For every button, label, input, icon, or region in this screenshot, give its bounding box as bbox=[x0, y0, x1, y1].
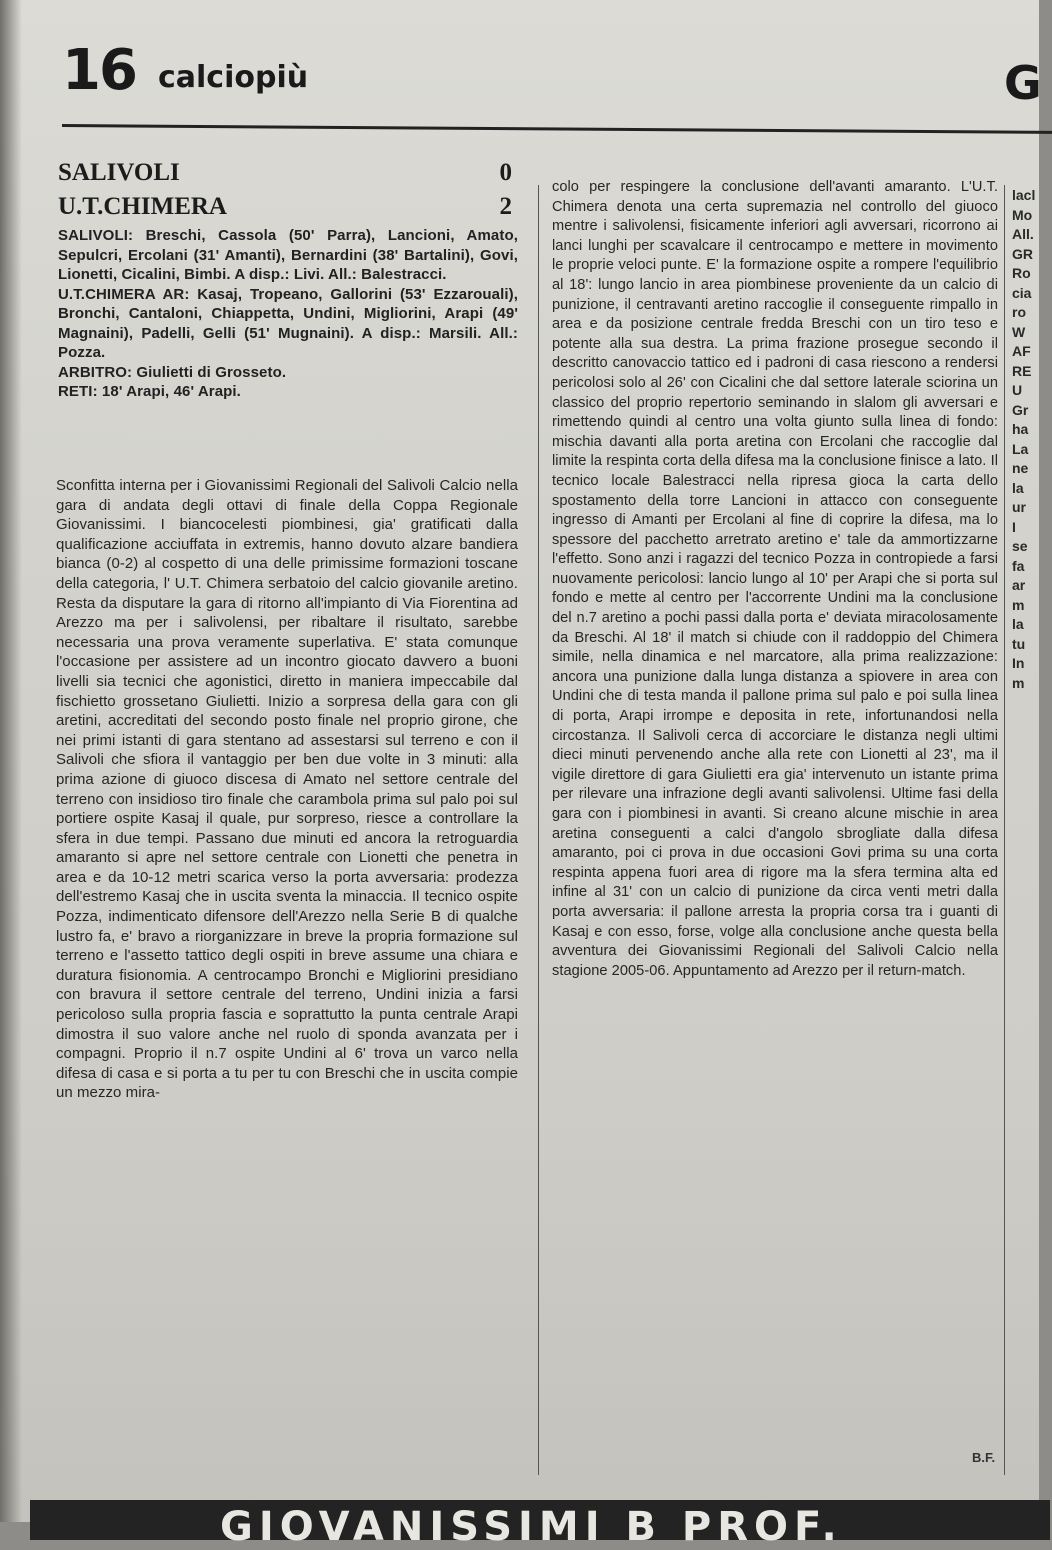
neighbor-fragment-line: tu bbox=[1012, 635, 1026, 652]
neighbor-fragment-line: ar bbox=[1012, 577, 1026, 593]
neighbor-fragment-line: In bbox=[1012, 655, 1025, 671]
neighbor-fragment-line: ro bbox=[1012, 304, 1026, 320]
away-lineup: U.T.CHIMERA AR: Kasaj, Tropeano, Gallorini (53' Ezzarouali), Bronchi, Cantaloni, Chiappetta, Undini, Migliorini, Arapi (49' Magnaini), Padelli, Gelli (51' Mugnaini). A disp.: Marsili. All.: Pozza. bbox=[58, 285, 518, 361]
neighbor-fragment-line: U bbox=[1012, 382, 1023, 398]
lineups bbox=[58, 226, 518, 402]
column-divider bbox=[538, 185, 539, 1475]
neighbor-fragment-line: m bbox=[1012, 674, 1025, 691]
section-name: calciopiù bbox=[158, 60, 309, 95]
neighbor-fragment-line: la bbox=[1012, 616, 1024, 632]
next-page-header-fragment: G bbox=[1004, 56, 1042, 110]
neighbor-fragment-line: Ro bbox=[1012, 265, 1031, 281]
neighbor-fragment-line: RE bbox=[1012, 362, 1032, 379]
article-text-left: Sconfitta interna per i Giovanissimi Regionali del Salivoli Calcio nella gara di andata degli ottavi di finale della Coppa Regionale Giovanissimi. I biancocelesti piombinesi, gia' gratificati dalla qualificazione acciuffata in extremis, hanno dovuto alzare bandiera bianca (0-2) al cospetto di una delle primissime formazioni toscane della categoria, l' U.T. Chimera serbatoio del calcio giovanile aretino. Resta da disputare la gara di ritorno all'impianto di Via Fiorentina ad Arezzo ma per i salivolensi, per ribaltare il risultato, sarebbe necessaria una prova veramente superlativa. E' stata comunque l'occasione per assistere ad un incontro giocato davvero a buoni livelli sia tecnici che agonistici, diretto in maniera impeccabile dal fischietto grossetano Giulietti. Inizio a sorpresa della gara con gli aretini, accreditati del secondo posto finale nel proprio girone, che nei primi istanti di gara stentano ad assestarsi sul terreno e con il Salivoli che sfiora il vantaggio per ben due volte in 3 minuti: alla prima azione di giuoco discesa di Amato nel settore centrale del terreno con insidioso tiro finale che carambola prima sul palo poi sul portiere ospite Kasaj il quale, pur sorpreso, riesce a controllare la sfera in due tempi. Passano due minuti ed ancora la retroguardia amaranto si apre nel settore centrale con Lionetti che penetra in area e da 10-12 metri scarica verso la porta avversaria: prodezza dell'estremo Kasaj che in uscita sventa la minaccia. Il tecnico ospite Pozza, indimenticato difensore dell'Arezzo nella Serie B di qualche lustro fa, e' bravo a riorganizzare in breve la propria formazione sul terreno e l'assetto tattico degli ospiti in breve assume una chiara e duratura fisionomia. A centrocampo Bronchi e Migliorini presidiano con bravura il settore centrale del terreno, Undini inizia a farsi pericoloso sulla propria fascia e soprattutto la punta centrale Arapi dimostra il suo valore anche nel ruolo di sponda avanzata per i compagni. Proprio il n.7 ospite Undini al 6' trova un varco nella difesa di casa e si porta a tu per tu con Breschi che in uscita compie un mezzo mira- bbox=[56, 477, 518, 1102]
neighbor-fragment-line: I bbox=[1012, 518, 1016, 535]
header-rule bbox=[62, 124, 1052, 134]
neighbor-fragment-line: ur bbox=[1012, 499, 1026, 515]
away-team-name: U.T.CHIMERA bbox=[58, 193, 227, 220]
neighbor-fragment-line: cia bbox=[1012, 284, 1032, 301]
home-team-row bbox=[58, 156, 518, 190]
neighbor-fragment-line: m bbox=[1012, 596, 1025, 613]
neighbor-article-fragment bbox=[1012, 186, 1052, 693]
page-shadow bbox=[0, 0, 22, 1522]
neighbor-fragment-line: GR bbox=[1012, 245, 1033, 262]
home-team-name: SALIVOLI bbox=[58, 159, 180, 186]
referee: ARBITRO: Giulietti di Grosseto. bbox=[58, 363, 287, 381]
match-scoreboard bbox=[58, 156, 518, 402]
neighbor-fragment-line: fa bbox=[1012, 557, 1025, 574]
away-team-score: 2 bbox=[499, 193, 512, 220]
neighbor-fragment-line: ne bbox=[1012, 460, 1029, 476]
neighbor-fragment-line: La bbox=[1012, 440, 1029, 457]
column-divider bbox=[1004, 185, 1005, 1475]
neighbor-fragment-line: la bbox=[1012, 479, 1024, 496]
neighbor-fragment-line: se bbox=[1012, 538, 1028, 554]
neighbor-fragment-line: Gr bbox=[1012, 401, 1029, 418]
neighbor-fragment-line: All. bbox=[1012, 226, 1034, 242]
goals: RETI: 18' Arapi, 46' Arapi. bbox=[58, 383, 241, 400]
home-lineup: SALIVOLI: Breschi, Cassola (50' Parra), Lancioni, Amato, Sepulcri, Ercolani (31' Amanti), Bernardini (38' Bartalini), Govi, Lionetti, Cicalini, Bimbi. A disp.: Livi. All.: Balestracci. bbox=[58, 227, 518, 283]
neighbor-fragment-line: ha bbox=[1012, 421, 1029, 437]
neighbor-fragment-line: AF bbox=[1012, 343, 1031, 359]
home-team-score: 0 bbox=[499, 159, 512, 186]
neighbor-fragment-line: Mo bbox=[1012, 206, 1033, 223]
article-text-right: colo per respingere la conclusione dell'avanti amaranto. L'U.T. Chimera denota una certa supremazia nel controllo del giuoco mentre i salivolensi, fisicamente inferiori agli avversari, ricorrono ai lanci lunghi per scavalcare il centrocampo e mettere in movimento le proprie veloci punte. E' la formazione ospite a rompere l'equilibrio al 18': lungo lancio in area piombinese proveniente da un calcio di punizione, il centravanti aretino raccoglie il conseguente rimpallo in area e da posizione centrale fredda Breschi con un tiro teso e potente alla sua destra. La prima frazione prosegue secondo il descritto canovaccio tattico ed i padroni di casa riescono a rendersi pericolosi solo al 26' con Cicalini che dal settore laterale sciorina un classico del proprio repertorio seminando in slalom gli avversari e rimettendo quindi al centro una volta giunto sulla linea di fondo: mischia davanti alla porta aretina con Ercolani che raccoglie dal limite la respinta corta della difesa ma la conclusione finisce a lato. Il tecnico locale Balestracci nella ripresa gioca la carta dello spostamento della torre Lancioni in attacco con conseguente ingresso di Amanti per Ercolani al fine di coprire la difesa, ma lo spessore del pacchetto arretrato aretino e' tale da ammortizzarne l'effetto. Sono anzi i ragazzi del tecnico Pozza in contropiede a farsi nuovamente pericolosi: lancio lungo al 10' per Arapi che si porta sul fondo e mette al centro per l'accorrente Undini ma la conclusione del n.7 aretino a pochi passi dalla porta e' deviata miracolosamente da Breschi. Al 18' il match si chiude con il raddoppio del Chimera simile, nella dinamica e nel marcatore, alla prima realizzazione: ancora una punizione dalla lunga distanza a spiovere in area con Undini che di testa manda il pallone prima sul palo e poi sulla linea di porta, Arapi irrompe e deposita in rete, infortunandosi nella circostanza. Il Salivoli cerca di accorciare le distanza negli ultimi dieci minuti pervenendo anche alla rete con Lionetti al 23', ma il vigile direttore di gara Giulietti era gia' intervenuto un istante prima per rilevare una infrazione degli avanti salivolensi. Ultime fasi della gara con i piombinesi in avanti. Si creano alcune mischie in area aretina conseguenti a calci d'angolo sbrogliate dalla difesa amaranto, poi ci prova in due occasioni Govi prima su una corta respinta appena fuori area di rigore ma la sfera termina alta ed infine al 31' con un calcio di punizione da circa venti metri dalla porta avversaria: il pallone arresta la propria corsa tra i guanti di Kasaj e con esso, forse, volge alla conclusione anche questa bella avventura dei Giovanissimi Regionali del Salivoli Calcio nella stagione 2005-06. Appuntamento ad Arezzo per il return-match. bbox=[552, 179, 998, 979]
neighbor-fragment-line: lacl bbox=[1012, 187, 1036, 203]
bottom-banner bbox=[30, 1500, 1050, 1550]
article-column-left bbox=[56, 476, 518, 1103]
page-number: 16 bbox=[62, 38, 136, 103]
bottom-banner-text: GIOVANISSIMI B PROF. bbox=[220, 1504, 843, 1550]
article-column-right bbox=[552, 178, 998, 981]
away-team-row bbox=[58, 190, 518, 224]
neighbor-fragment-line: W bbox=[1012, 323, 1026, 340]
author-signature: B.F. bbox=[972, 1450, 996, 1465]
